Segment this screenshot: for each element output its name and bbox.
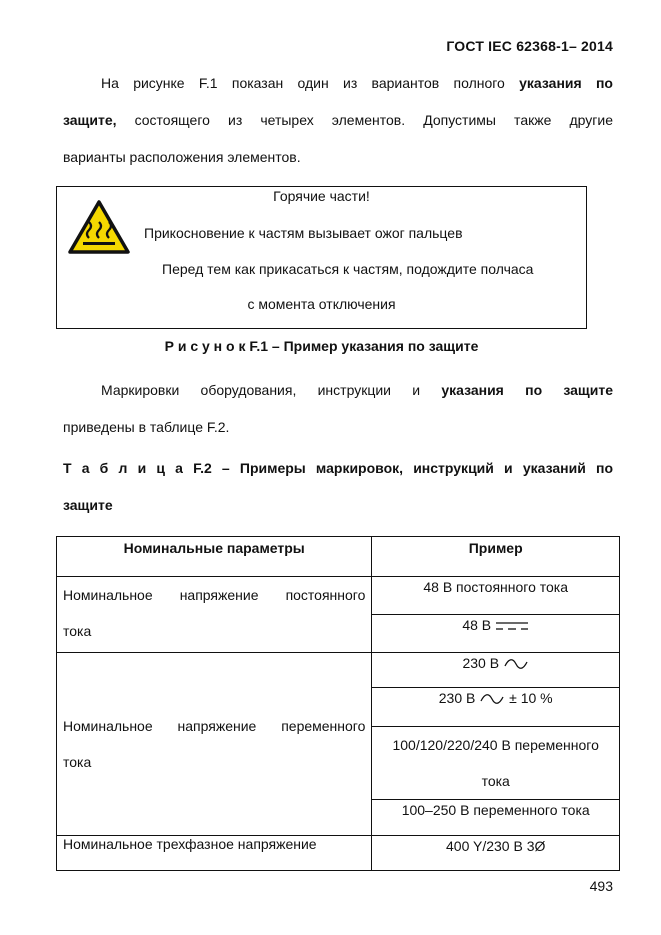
ac-symbol-icon bbox=[503, 658, 529, 670]
figure-caption: Р и с у н о к F.1 – Пример указания по защите bbox=[164, 338, 479, 354]
figure-line-2: Прикосновение к частям вызывает ожог пальцев bbox=[144, 225, 463, 241]
ac-symbol-icon bbox=[479, 693, 505, 705]
ac-example-2: 230 В ± 10 % bbox=[372, 688, 620, 727]
markings-table bbox=[56, 536, 620, 871]
dc-symbol-icon bbox=[495, 621, 529, 631]
safeguard-figure bbox=[56, 186, 587, 329]
ac-example-4: 100–250 В переменного тока bbox=[372, 800, 620, 836]
three-phase-example: 400 Y/230 В 3Ø bbox=[372, 836, 620, 871]
table-row bbox=[57, 836, 620, 871]
table-row bbox=[57, 577, 620, 615]
ac-param-cell: Номинальное напряжение переменного тока bbox=[57, 653, 372, 836]
ac-example-1: 230 В bbox=[372, 653, 620, 688]
dc-param-cell: Номинальное напряжение постоянного тока bbox=[57, 577, 372, 653]
header-example: Пример bbox=[372, 537, 620, 577]
paragraph-table-intro: Маркировки оборудования, инструкции и указания по защите приведены в таблице F.2. bbox=[63, 382, 613, 435]
three-phase-param-cell: Номинальное трехфазное напряжение bbox=[57, 836, 372, 871]
table-title: Т а б л и ц а F.2 – Примеры маркировок, инструкций и указаний по защите bbox=[63, 460, 613, 513]
dc-example-1: 48 В постоянного тока bbox=[372, 577, 620, 615]
figure-line-1: Горячие части! bbox=[273, 188, 370, 204]
table-row bbox=[57, 653, 620, 688]
table-header-row bbox=[57, 537, 620, 577]
figure-line-3: Перед тем как прикасаться к частям, подождите полчаса bbox=[162, 261, 534, 277]
dc-example-2: 48 В bbox=[372, 615, 620, 653]
hot-surface-warning-icon bbox=[67, 199, 131, 255]
paragraph-figure-intro: На рисунке F.1 показан один из вариантов полного указания по защите, состоящего из четырех элементов. Допустимы также другие варианты расположения элементов. bbox=[63, 75, 613, 165]
ac-example-3: 100/120/220/240 В переменного тока bbox=[372, 727, 620, 800]
page-number: 493 bbox=[589, 878, 613, 894]
figure-line-4: с момента отключения bbox=[247, 296, 396, 312]
header-parameters: Номинальные параметры bbox=[57, 537, 372, 577]
document-header: ГОСТ IEC 62368-1– 2014 bbox=[446, 38, 613, 54]
